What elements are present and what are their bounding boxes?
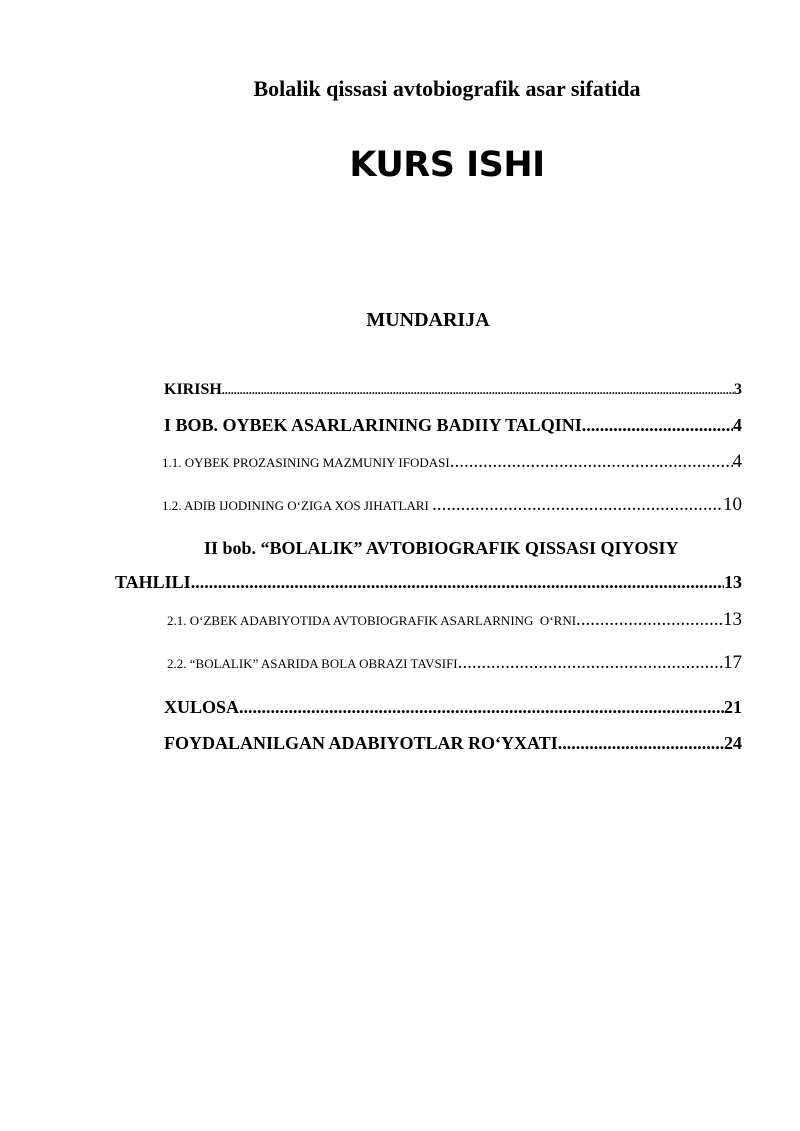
toc-leader-dots [558,733,724,754]
toc-entry-page: 17 [723,652,742,673]
toc-leader-dots [239,697,724,718]
toc-entry-chapter-2-line-1: II bob. “BOLALIK” AVTOBIOGRAFIK QISSASI QIYOSIY [204,538,679,558]
toc-entry-page: 21 [724,697,742,717]
toc-entry-kirish [164,381,742,399]
toc-entry-label: I BOB. OYBEK ASARLARINING BADIIY TALQINI [164,415,582,435]
toc-entry-page: 4 [733,415,742,435]
toc-entry-section-2-1 [167,609,742,631]
toc-entry-page: 13 [723,609,742,630]
document-subtitle: Bolalik qissasi avtobiografik asar sifatida [253,76,641,101]
toc-entry-section-1-1 [162,451,742,473]
toc-entry-label: FOYDALANILGAN ADABIYOTLAR RO‘YXATI [164,733,558,753]
toc-leader-dots [222,383,734,398]
toc-leader-dots [576,609,723,631]
toc-entry-label: 1.1. OYBEK PROZASINING MAZMUNIY IFODASI [162,455,450,470]
toc-heading: MUNDARIJA [366,309,490,331]
toc-entry-page: 24 [724,733,742,753]
toc-entry-page: 4 [732,451,742,472]
toc-entry-label: 2.1. O‘ZBEK ADABIYOTIDA AVTOBIOGRAFIK ASARLARNING O‘RNI [167,613,577,628]
toc-leader-dots [582,415,733,436]
toc-entry-label: TAHLILI [115,572,191,592]
toc-entry-page: 13 [724,572,742,592]
toc-entry-label: 1.2. ADIB IJODINING O‘ZIGA XOS JIHATLARI [162,498,433,513]
toc-entry-page: 10 [723,494,742,515]
toc-entry-label: KIRISH [164,381,222,398]
toc-entry-label: XULOSA [164,697,240,717]
document-title: KURS ISHI [349,145,545,185]
toc-leader-dots [458,652,723,674]
toc-entry-chapter-1 [164,415,742,436]
toc-entry-section-2-2 [167,652,742,674]
toc-entry-references [164,733,742,754]
toc-entry-label: 2.2. “BOLALIK” ASARIDA BOLA OBRAZI TAVSIFI [167,656,458,671]
toc-entry-section-1-2 [162,494,742,516]
toc-entry-page: 3 [734,381,742,398]
toc-leader-dots [450,451,733,473]
toc-entry-chapter-2 [115,572,742,593]
toc-leader-dots [191,572,724,593]
toc-leader-dots [432,494,723,516]
toc-entry-xulosa [164,697,742,718]
